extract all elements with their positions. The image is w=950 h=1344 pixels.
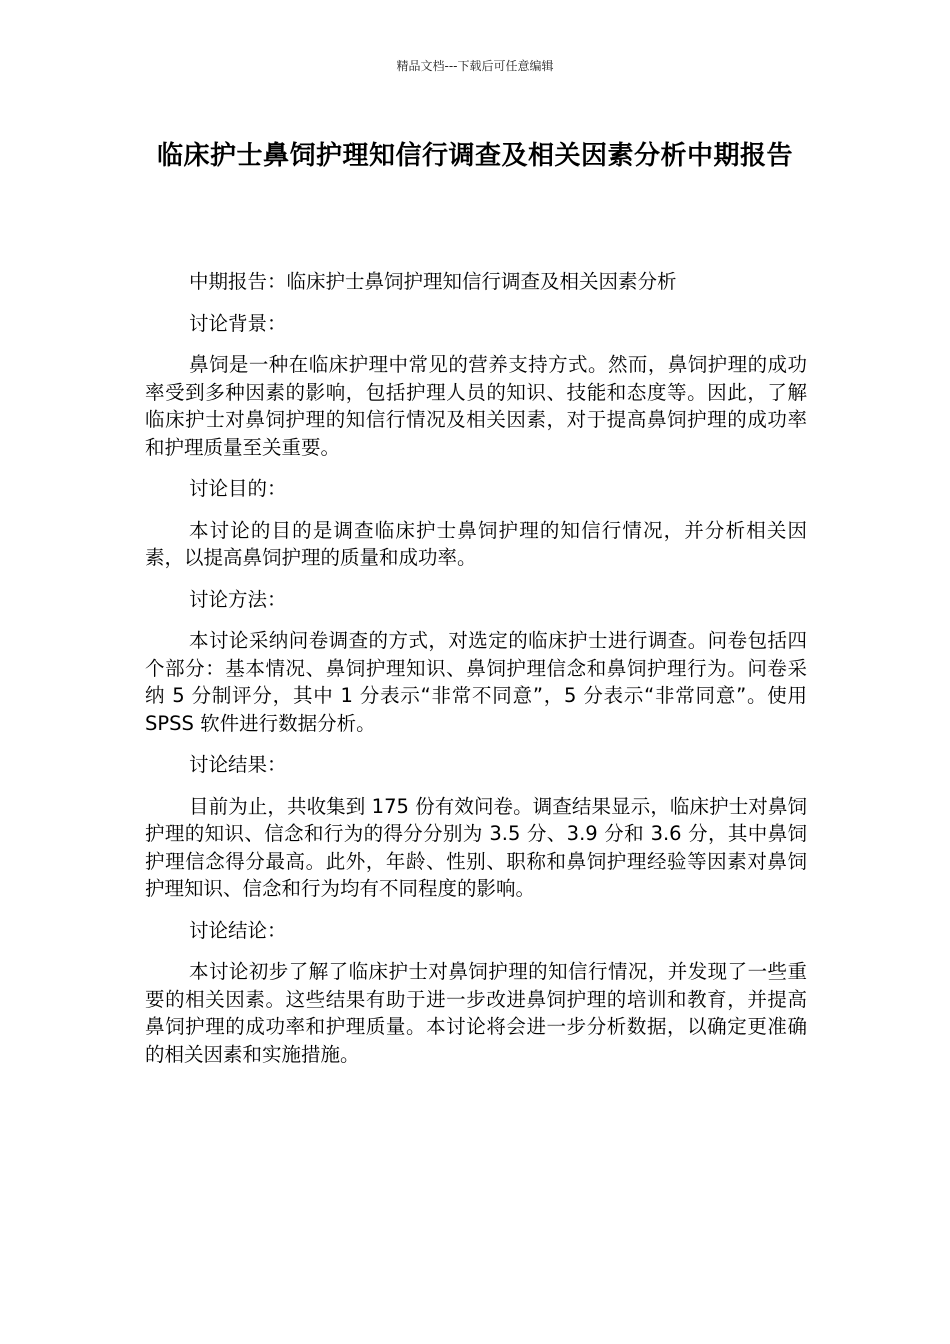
paragraph-background: 鼻饲是一种在临床护理中常见的营养支持方式。然而，鼻饲护理的成功率受到多种因素的影响，包括护理人员的知识、技能和态度等。因此，了解临床护士对鼻饲护理的知信行情况及相关因素，对于提高鼻饲护理的成功率和护理质量至关重要。	[145, 353, 807, 459]
section-heading-results: 讨论结果：	[189, 753, 287, 776]
document-title: 临床护士鼻饲护理知信行调查及相关因素分析中期报告	[156, 141, 793, 171]
page-header-watermark: 精品文档---下载后可任意编辑	[396, 59, 554, 73]
document-body	[145, 268, 807, 1082]
section-heading-background: 讨论背景：	[189, 311, 287, 335]
section-heading-conclusion: 讨论结论：	[189, 918, 287, 942]
paragraph-results: 目前为止，共收集到 175 份有效问卷。调查结果显示，临床护士对鼻饲护理的知识、信念和行为的得分分别为 3.5 分、3.9 分和 3.6 分，其中鼻饲护理信念得分最高。此外，年龄、性别、职称和鼻饲护理经验等因素对鼻饲护理知识、信念和行为均有不同程度的影响。	[145, 794, 807, 900]
paragraph-method: 本讨论采纳问卷调查的方式，对选定的临床护士进行调查。问卷包括四个部分：基本情况、鼻饲护理知识、鼻饲护理信念和鼻饲护理行为。问卷采纳 5 分制评分，其中 1 分表示“非常不同意”，5 分表示“非常同意”。使用 SPSS 软件进行数据分析。	[145, 629, 807, 735]
section-heading-method: 讨论方法：	[189, 587, 287, 611]
paragraph-purpose: 本讨论的目的是调查临床护士鼻饲护理的知信行情况，并分析相关因素，以提高鼻饲护理的质量和成功率。	[145, 518, 807, 569]
paragraph-conclusion: 本讨论初步了解了临床护士对鼻饲护理的知信行情况，并发现了一些重要的相关因素。这些结果有助于进一步改进鼻饲护理的培训和教育，并提高鼻饲护理的成功率和护理质量。本讨论将会进一步分析数据，以确定更准确的相关因素和实施措施。	[145, 960, 807, 1066]
report-subtitle: 中期报告：临床护士鼻饲护理知信行调查及相关因素分析	[189, 270, 677, 293]
section-heading-purpose: 讨论目的：	[189, 477, 287, 500]
